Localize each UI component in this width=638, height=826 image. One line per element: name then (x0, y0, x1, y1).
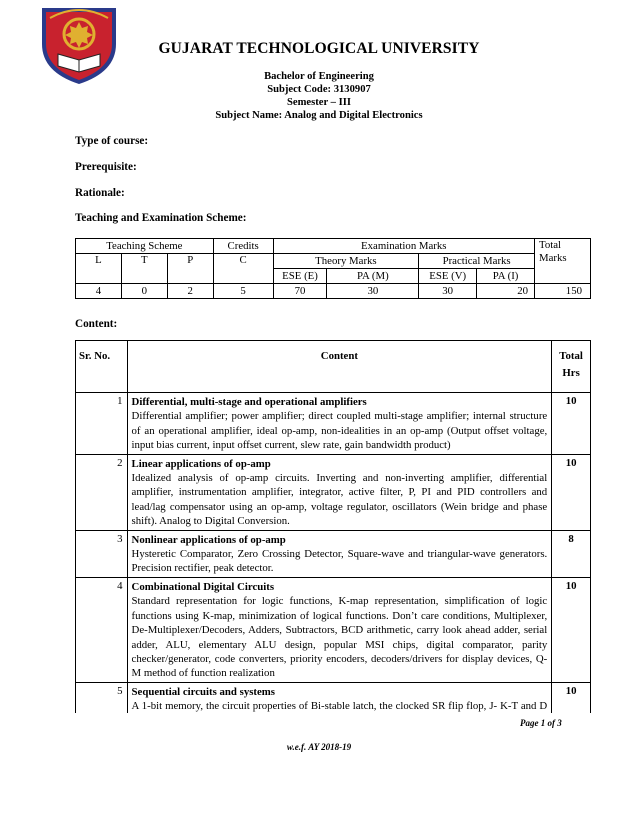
total-hrs-header (552, 341, 591, 393)
unit-description (127, 454, 552, 530)
ese-v-header: ESE (V) (419, 269, 477, 284)
table-row (76, 393, 591, 455)
sr-no-header: Sr. No. (76, 341, 128, 393)
unit-title: Sequential circuits and systems (131, 685, 276, 698)
pa-m-value: 30 (327, 284, 419, 299)
teaching-scheme-label: Teaching and Examination Scheme: (75, 212, 247, 224)
theory-marks-header: Theory Marks (273, 254, 419, 269)
page-word: Page (520, 718, 539, 728)
c-value: 5 (213, 284, 273, 299)
examination-marks-header: Examination Marks (273, 239, 534, 254)
table-row (76, 454, 591, 530)
subject-code: Subject Code: 3130907 (267, 84, 371, 95)
pa-i-header: PA (I) (477, 269, 535, 284)
content-label: Content: (75, 318, 118, 330)
unit-text: Idealized analysis of op-amp circuits. Inverting and non-inverting amplifier, differential amplifier, instrumentation amplifier, integrator, active filter, P, PI and PID controllers and lead/lag compensator using an op-amp, voltage regulator, oscillators (Wein bridge and phase shift). Analog to Digital Conversion. (131, 472, 548, 528)
unit-hours: 10 (552, 682, 591, 713)
unit-description (127, 577, 552, 682)
of-word: of (547, 718, 555, 728)
t-header: T (121, 254, 167, 284)
unit-title: Combinational Digital Circuits (131, 580, 275, 593)
unit-description (127, 682, 552, 713)
total-value: 150 (534, 284, 590, 299)
total-label: Total (538, 239, 562, 251)
semester: Semester – III (287, 97, 351, 108)
university-name: GUJARAT TECHNOLOGICAL UNIVERSITY (158, 40, 480, 57)
unit-description (127, 393, 552, 455)
content-header: Content (127, 341, 552, 393)
ese-e-header: ESE (E) (273, 269, 327, 284)
credits-header: Credits (213, 239, 273, 254)
c-header: C (213, 254, 273, 284)
p-header: P (167, 254, 213, 284)
sr-no: 1 (76, 393, 128, 455)
rationale-label: Rationale: (75, 187, 125, 199)
total-label: Total (559, 350, 583, 362)
pa-i-value: 20 (477, 284, 535, 299)
degree-name: Bachelor of Engineering (264, 71, 374, 82)
ese-e-value: 70 (273, 284, 327, 299)
teaching-scheme-header: Teaching Scheme (76, 239, 214, 254)
sr-no: 3 (76, 530, 128, 577)
sr-no: 2 (76, 454, 128, 530)
unit-description (127, 530, 552, 577)
subject-name: Subject Name: Analog and Digital Electronics (215, 110, 423, 121)
t-value: 0 (121, 284, 167, 299)
page-total: 3 (557, 718, 562, 728)
p-value: 2 (167, 284, 213, 299)
unit-hours: 10 (552, 393, 591, 455)
marks-label: Marks (538, 252, 567, 264)
l-header: L (76, 254, 122, 284)
effective-from: w.e.f. AY 2018-19 (286, 742, 352, 752)
unit-text: Differential amplifier; power amplifier; direct coupled multi-stage amplifier; internal structure of an operational amplifier, ideal op-amp, non-idealities in an op-amp (Output offset voltage, input bias current, input offset current, slew rate, gain bandwidth product) (131, 410, 548, 452)
page-number (520, 718, 562, 728)
unit-hours: 10 (552, 454, 591, 530)
unit-title: Differential, multi-stage and operational amplifiers (131, 396, 367, 408)
unit-title: Nonlinear applications of op-amp (131, 533, 286, 546)
sr-no: 5 (76, 682, 128, 713)
ese-v-value: 30 (419, 284, 477, 299)
prerequisite-label: Prerequisite: (75, 161, 137, 173)
unit-hours: 8 (552, 530, 591, 577)
unit-hours: 10 (552, 577, 591, 682)
l-value: 4 (76, 284, 122, 299)
page-current: 1 (540, 718, 546, 728)
table-row (76, 577, 591, 682)
type-of-course-label: Type of course: (75, 135, 149, 147)
unit-text: Standard representation for logic functions, K-map representation, simplification of logic functions using K-map, minimization of logical functions. Don’t care conditions, Multiplexer, De-Multiplexer/Decoders, Adders, Subtractors, BCD arithmetic, carry look ahead adder, serial adder, ALU, elementary ALU design, popular MSI chips, digital comparator, parity checker/generator, code converters, priority encoders, decoders/drivers for display devices, Q-M method of function realization (131, 595, 548, 680)
table-row (76, 530, 591, 577)
pa-m-header: PA (M) (327, 269, 419, 284)
unit-text: Hysteretic Comparator, Zero Crossing Detector, Square-wave and triangular-wave generators. Precision rectifier, peak detector. (131, 548, 548, 575)
table-row (76, 682, 591, 713)
hrs-label: Hrs (562, 367, 580, 379)
unit-title: Linear applications of op-amp (131, 457, 271, 470)
sr-no: 4 (76, 577, 128, 682)
practical-marks-header: Practical Marks (419, 254, 535, 269)
unit-text: A 1-bit memory, the circuit properties of Bi-stable latch, the clocked SR flip flop, J- K-T and D (131, 700, 548, 713)
content-table-header (76, 341, 591, 393)
content-table (75, 340, 591, 713)
